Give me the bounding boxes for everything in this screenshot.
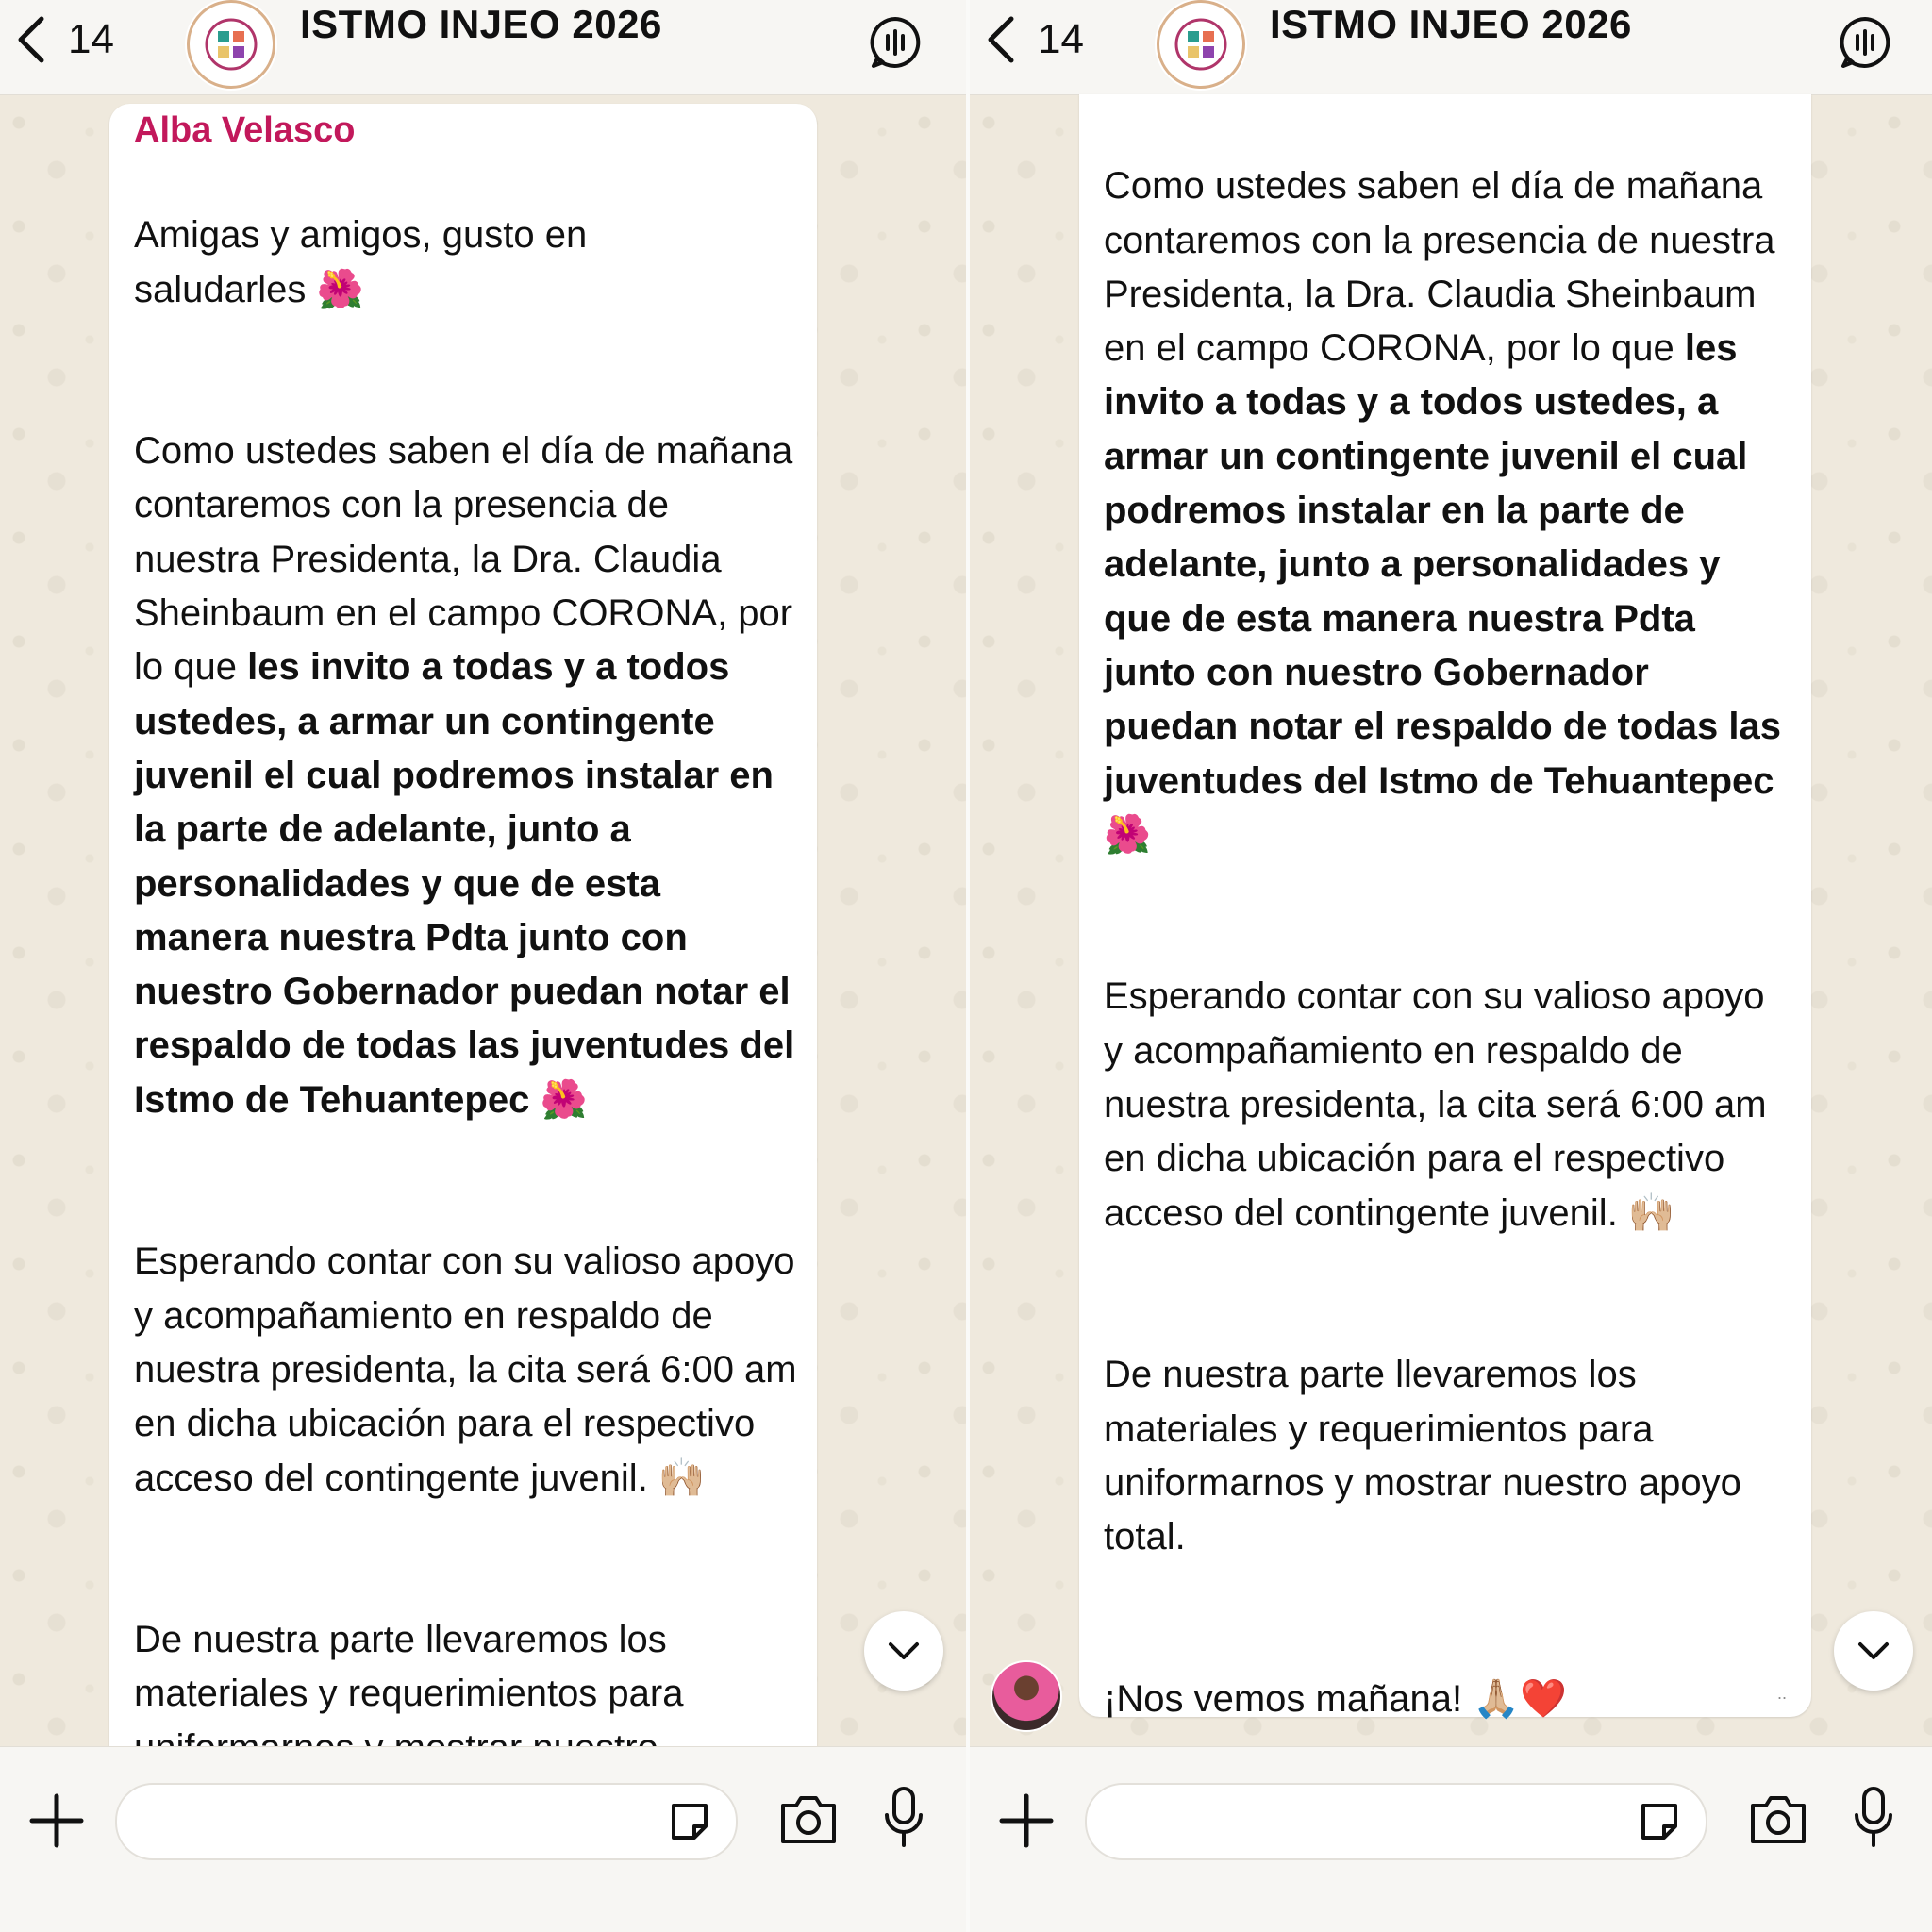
group-avatar[interactable] [1157,0,1245,89]
back-icon [13,13,51,66]
scroll-down-button[interactable] [1834,1611,1913,1690]
materials-paragraph: De nuestra parte llevaremos los materiales y requerimientos para uniformarnos y mostrar nuestro apoyo total. [1104,1354,1741,1558]
camera-icon[interactable] [777,1790,840,1847]
back-button[interactable] [983,6,1084,74]
voice-call-icon[interactable] [868,15,923,70]
greeting-paragraph: Amigas y amigos, gusto en saludarles 🌺 [134,214,588,310]
message-composer [0,1746,966,1932]
message-text [134,155,798,1883]
sticker-icon[interactable] [666,1798,713,1845]
chat-header [0,0,966,95]
flower-emoji: 🌺 [1104,813,1151,856]
chevron-down-icon [888,1641,920,1660]
chat-header [970,0,1932,95]
schedule-paragraph: Esperando contar con su valioso apoyo y acompañamiento en respaldo de nuestra presidenta, la cita será 6:00 am en dicha ubicación para el respectivo acceso del contingente juvenil. 🙌🏼 [1104,975,1767,1234]
camera-icon[interactable] [1747,1790,1809,1847]
message-input[interactable] [1085,1783,1707,1860]
message-input[interactable] [115,1783,738,1860]
group-avatar[interactable] [187,0,275,89]
chevron-down-icon [1857,1641,1890,1660]
materials-paragraph: De nuestra parte llevaremos los materiales y requerimientos para [134,1619,684,1715]
sender-name[interactable]: Alba Velasco [134,110,356,150]
invitation-bold-text: les invito a todas y a todos ustedes, a armar un contingente juvenil el cual podremos instalar en la parte de adelante, junto a personalidades y que de esta manera nuestra Pdta junto con nuestro Gobernador puedan notar el respaldo de todas las juventudes del Istmo de Tehuantepec [134,646,795,1121]
unread-count: 14 [68,16,114,62]
group-logo-icon [1174,18,1227,71]
back-icon [983,13,1021,66]
invitation-paragraph [1104,159,1792,862]
chat-screen-right [966,0,1932,1932]
invitation-text: Como ustedes saben el día de mañana contaremos con la presencia de nuestra Presidenta, la Dra. Claudia Sheinbaum en el campo CORONA, por lo que [1104,165,1775,370]
closing-paragraph: ¡Nos vemos mañana! 🙏🏼❤️ [1104,1677,1567,1720]
message-text [1104,106,1792,1834]
plus-icon[interactable] [26,1790,87,1851]
plus-icon[interactable] [996,1790,1057,1851]
mic-icon[interactable] [881,1785,926,1851]
message-meta: .. [1776,1684,1787,1703]
invitation-bold-text: les invito a todas y a todos ustedes, a armar un contingente juvenil el cual podremos instalar en la parte de adelante, junto a personalidades y que de esta manera nuestra Pdta junto con nuestro Gobernador puedan notar el respaldo de todas las juventudes del Istmo de Tehuantepec [1104,327,1781,802]
group-title[interactable]: ISTMO INJEO 2026 [300,2,662,46]
invitation-text: Como ustedes saben el día de mañana contaremos con la presencia de nuestra Presidenta, la Dra. Claudia Sheinbaum en el campo CORONA, por lo que [134,430,793,689]
voice-call-icon[interactable] [1838,15,1892,70]
invitation-paragraph [134,425,798,1127]
message-bubble[interactable] [109,104,817,1764]
message-composer [970,1746,1932,1932]
flower-emoji: 🌺 [529,1078,588,1121]
group-logo-icon [205,18,258,71]
mic-icon[interactable] [1851,1785,1896,1851]
back-button[interactable] [13,6,114,74]
schedule-paragraph: Esperando contar con su valioso apoyo y acompañamiento en respaldo de nuestra presidenta, la cita será 6:00 am en dicha ubicación para el respectivo acceso del contingente juvenil. 🙌🏼 [134,1241,797,1499]
message-bubble[interactable] [1079,94,1811,1720]
group-title[interactable]: ISTMO INJEO 2026 [1270,2,1632,46]
sender-avatar[interactable] [991,1660,1062,1732]
scroll-down-button[interactable] [864,1611,943,1690]
unread-count: 14 [1038,16,1084,62]
sticker-icon[interactable] [1636,1798,1683,1845]
